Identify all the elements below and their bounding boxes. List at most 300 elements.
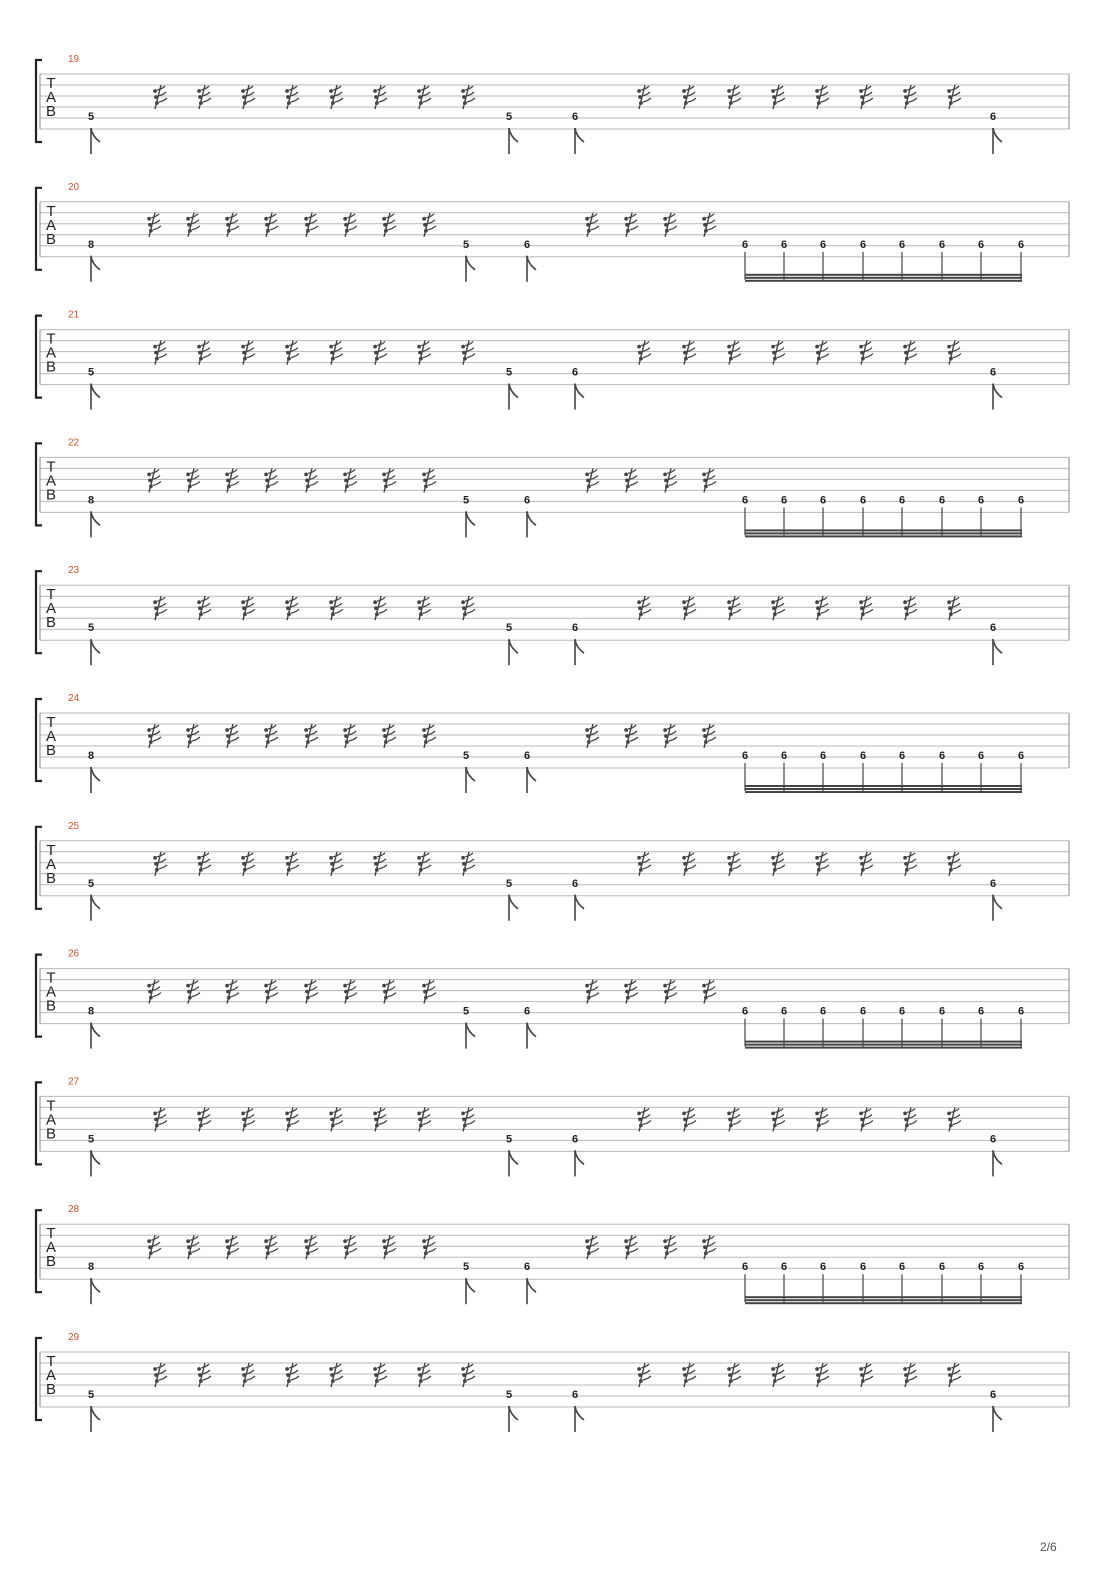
slash-dot <box>149 1251 153 1255</box>
slash-flag <box>777 98 785 102</box>
slash-dot <box>304 728 308 732</box>
note-flag <box>91 384 100 398</box>
fret-number: 6 <box>1017 238 1025 251</box>
fret-number: 6 <box>1017 750 1025 762</box>
slash-dot <box>859 345 863 349</box>
beam <box>745 1041 1022 1043</box>
slash-dot <box>860 606 864 610</box>
slash-dot <box>374 351 378 355</box>
slash-dot <box>305 223 309 227</box>
slash-flag <box>428 1248 436 1252</box>
slash-dot <box>374 862 378 866</box>
slash-dot <box>226 990 230 994</box>
fret-number: 5 <box>505 877 513 890</box>
tab-system <box>36 1332 1069 1432</box>
bar-number: 21 <box>68 309 80 321</box>
slash-dot <box>905 357 909 361</box>
note-flag <box>91 1278 100 1292</box>
slash-dot <box>665 229 669 233</box>
fret-number: 5 <box>462 1261 470 1274</box>
slash-flag <box>865 609 873 613</box>
tab-clef-letter: B <box>45 1381 57 1398</box>
slash-dot <box>727 89 731 93</box>
slash-flag <box>953 609 961 613</box>
fret-number: 6 <box>780 1005 788 1018</box>
fret-number: 6 <box>741 750 749 762</box>
fret-number: 6 <box>741 1261 749 1274</box>
slash-dot <box>729 1379 733 1383</box>
slash-dot <box>682 89 686 93</box>
slash-dot <box>154 351 158 355</box>
slash-dot <box>684 101 688 105</box>
slash-flag <box>865 98 873 102</box>
slash-dot <box>815 345 819 349</box>
slash-dot <box>423 990 427 994</box>
fret-number: 6 <box>819 238 827 251</box>
fret-number: 5 <box>87 1133 95 1146</box>
beam <box>745 529 1022 531</box>
slash-dot <box>149 229 153 233</box>
fret-number: 6 <box>977 1005 985 1018</box>
slash-flag <box>231 1248 239 1252</box>
note-flag <box>575 128 584 142</box>
slash-dot <box>815 856 819 860</box>
system-bracket <box>36 955 42 1037</box>
slash-dot <box>682 1112 686 1116</box>
fret-number: 6 <box>571 111 579 123</box>
slash-flag <box>192 1248 200 1252</box>
fret-number: 6 <box>898 1261 906 1274</box>
slash-dot <box>903 89 907 93</box>
slash-flag <box>643 1376 651 1380</box>
slash-dot <box>861 1124 865 1128</box>
slash-dot <box>904 351 908 355</box>
slash-dot <box>226 223 230 227</box>
slash-dot <box>241 89 245 93</box>
slash-dot <box>461 89 465 93</box>
slash-dot <box>585 473 589 477</box>
slash-dot <box>702 1239 706 1243</box>
note-flag <box>575 895 584 909</box>
slash-dot <box>417 600 421 604</box>
slash-dot <box>587 996 591 1000</box>
slash-dot <box>264 473 268 477</box>
note-flag <box>527 1278 536 1292</box>
slash-dot <box>241 1112 245 1116</box>
slash-dot <box>241 600 245 604</box>
slash-dot <box>816 862 820 866</box>
slash-flag <box>335 865 343 869</box>
slash-dot <box>859 1112 863 1116</box>
slash-dot <box>154 95 158 99</box>
slash-dot <box>423 479 427 483</box>
slash-dot <box>243 357 247 361</box>
slash-dot <box>728 351 732 355</box>
slash-dot <box>186 473 190 477</box>
slash-flag <box>630 481 638 485</box>
slash-dot <box>147 728 151 732</box>
slash-dot <box>626 996 630 1000</box>
bar-number: 19 <box>68 54 80 65</box>
slash-flag <box>159 609 167 613</box>
slash-dot <box>905 1124 909 1128</box>
slash-dot <box>345 996 349 1000</box>
slash-dot <box>149 740 153 744</box>
slash-dot <box>331 101 335 105</box>
slash-dot <box>704 996 708 1000</box>
slash-flag <box>865 865 873 869</box>
slash-dot <box>638 862 642 866</box>
slash-dot <box>225 1239 229 1243</box>
system-bracket <box>36 571 42 653</box>
slash-dot <box>373 89 377 93</box>
slash-dot <box>373 345 377 349</box>
slash-dot <box>947 1112 951 1116</box>
slash-dot <box>285 1112 289 1116</box>
slash-dot <box>463 1124 467 1128</box>
fret-number: 6 <box>989 1133 997 1146</box>
slash-dot <box>729 868 733 872</box>
slash-flag <box>688 354 696 358</box>
fret-number: 6 <box>1017 1261 1025 1274</box>
slash-dot <box>149 996 153 1000</box>
slash-flag <box>388 1248 396 1252</box>
slash-dot <box>422 217 426 221</box>
beam <box>745 532 1022 534</box>
slash-dot <box>286 95 290 99</box>
slash-flag <box>688 1376 696 1380</box>
slash-dot <box>343 1239 347 1243</box>
beam <box>745 1047 1022 1049</box>
slash-dot <box>373 1112 377 1116</box>
slash-dot <box>199 101 203 105</box>
slash-dot <box>329 856 333 860</box>
bar-number: 25 <box>68 820 80 832</box>
slash-dot <box>305 1245 309 1249</box>
slash-dot <box>285 345 289 349</box>
slash-flag <box>153 481 161 485</box>
slash-dot <box>265 223 269 227</box>
slash-flag <box>669 481 677 485</box>
slash-dot <box>948 1118 952 1122</box>
slash-dot <box>186 1239 190 1243</box>
fret-number: 6 <box>523 1005 531 1018</box>
slash-dot <box>625 990 629 994</box>
tab-system <box>36 949 1069 1049</box>
slash-flag <box>467 609 475 613</box>
slash-dot <box>187 1245 191 1249</box>
fret-number: 6 <box>523 238 531 251</box>
slash-dot <box>773 868 777 872</box>
slash-dot <box>242 95 246 99</box>
note-flag <box>91 767 100 781</box>
system-bracket <box>36 1338 42 1420</box>
slash-dot <box>704 1251 708 1255</box>
slash-dot <box>330 606 334 610</box>
slash-dot <box>306 1251 310 1255</box>
slash-dot <box>345 485 349 489</box>
slash-dot <box>424 229 428 233</box>
slash-flag <box>428 226 436 230</box>
slash-flag <box>467 865 475 869</box>
slash-dot <box>771 600 775 604</box>
slash-dot <box>663 728 667 732</box>
slash-dot <box>197 856 201 860</box>
fret-number: 6 <box>898 494 906 507</box>
fret-number: 6 <box>938 494 946 507</box>
slash-flag <box>708 1248 716 1252</box>
note-flag <box>91 1023 100 1037</box>
slash-dot <box>626 740 630 744</box>
slash-flag <box>349 1248 357 1252</box>
fret-number: 6 <box>819 1005 827 1018</box>
slash-dot <box>703 990 707 994</box>
slash-dot <box>815 89 819 93</box>
slash-dot <box>948 351 952 355</box>
slash-dot <box>682 856 686 860</box>
slash-flag <box>379 1376 387 1380</box>
tab-clef-letter: A <box>45 983 57 1001</box>
slash-dot <box>665 485 669 489</box>
slash-flag <box>865 354 873 358</box>
slash-dot <box>625 1245 629 1249</box>
slash-dot <box>626 1251 630 1255</box>
slash-dot <box>771 856 775 860</box>
slash-flag <box>203 354 211 358</box>
slash-flag <box>821 865 829 869</box>
slash-flag <box>192 226 200 230</box>
slash-dot <box>773 612 777 616</box>
slash-dot <box>154 1118 158 1122</box>
tab-clef-letter: B <box>45 486 57 504</box>
slash-dot <box>638 606 642 610</box>
slash-dot <box>287 868 291 872</box>
slash-flag <box>821 1120 829 1124</box>
slash-dot <box>197 1367 201 1371</box>
slash-flag <box>953 1376 961 1380</box>
slash-dot <box>374 1118 378 1122</box>
tab-clef-letter: B <box>45 1125 57 1143</box>
fret-number: 6 <box>571 1133 579 1146</box>
fret-number: 6 <box>571 1389 579 1401</box>
slash-flag <box>669 1248 677 1252</box>
slash-dot <box>343 728 347 732</box>
slash-dot <box>817 612 821 616</box>
slash-dot <box>905 101 909 105</box>
slash-dot <box>155 1379 159 1383</box>
slash-dot <box>461 600 465 604</box>
slash-flag <box>643 609 651 613</box>
slash-dot <box>861 357 865 361</box>
slash-dot <box>727 1367 731 1371</box>
slash-dot <box>773 357 777 361</box>
slash-dot <box>861 101 865 105</box>
slash-flag <box>423 865 431 869</box>
tab-clef-letter: A <box>45 855 57 873</box>
slash-dot <box>905 612 909 616</box>
slash-dot <box>287 612 291 616</box>
slash-dot <box>286 862 290 866</box>
slash-flag <box>231 993 239 997</box>
slash-flag <box>153 226 161 230</box>
note-flag <box>509 1150 518 1164</box>
slash-dot <box>225 728 229 732</box>
slash-dot <box>198 1118 202 1122</box>
fret-number: 6 <box>938 750 946 762</box>
slash-dot <box>861 612 865 616</box>
slash-dot <box>422 1239 426 1243</box>
slash-dot <box>638 351 642 355</box>
slash-dot <box>243 101 247 105</box>
slash-flag <box>310 481 318 485</box>
slash-dot <box>155 357 159 361</box>
fret-number: 6 <box>571 622 579 635</box>
slash-dot <box>682 1367 686 1371</box>
slash-dot <box>186 217 190 221</box>
fret-number: 6 <box>523 750 531 762</box>
slash-flag <box>423 1120 431 1124</box>
slash-flag <box>953 865 961 869</box>
slash-flag <box>777 354 785 358</box>
fret-number: 6 <box>819 750 827 762</box>
slash-dot <box>304 984 308 988</box>
slash-dot <box>375 868 379 872</box>
slash-dot <box>374 95 378 99</box>
slash-flag <box>423 609 431 613</box>
slash-flag <box>669 737 677 741</box>
slash-flag <box>777 609 785 613</box>
slash-flag <box>688 609 696 613</box>
slash-dot <box>383 1245 387 1249</box>
slash-dot <box>772 95 776 99</box>
bar-number: 22 <box>68 437 80 449</box>
slash-dot <box>637 600 641 604</box>
slash-dot <box>949 868 953 872</box>
slash-flag <box>335 609 343 613</box>
slash-flag <box>688 1120 696 1124</box>
slash-dot <box>199 1124 203 1128</box>
slash-flag <box>335 98 343 102</box>
fret-number: 6 <box>977 1261 985 1274</box>
slash-dot <box>153 600 157 604</box>
slash-dot <box>684 868 688 872</box>
slash-flag <box>733 98 741 102</box>
slash-dot <box>374 1373 378 1377</box>
tab-clef-letter: T <box>46 1097 56 1115</box>
slash-dot <box>186 984 190 988</box>
note-flag <box>993 128 1002 142</box>
slash-dot <box>148 479 152 483</box>
slash-dot <box>419 1379 423 1383</box>
slash-dot <box>860 1118 864 1122</box>
slash-dot <box>373 1367 377 1371</box>
slash-dot <box>423 223 427 227</box>
tab-system <box>36 437 1069 537</box>
slash-flag <box>153 993 161 997</box>
fret-number: 6 <box>523 1261 531 1274</box>
slash-dot <box>947 600 951 604</box>
fret-number: 5 <box>87 1389 95 1401</box>
fret-number: 6 <box>938 1005 946 1018</box>
note-flag <box>466 256 475 270</box>
slash-flag <box>669 993 677 997</box>
slash-dot <box>187 990 191 994</box>
slash-dot <box>264 217 268 221</box>
fret-number: 5 <box>505 366 513 379</box>
slash-dot <box>343 473 347 477</box>
slash-dot <box>266 229 270 233</box>
slash-dot <box>242 606 246 610</box>
slash-dot <box>462 606 466 610</box>
tab-system <box>36 54 1069 154</box>
slash-dot <box>155 101 159 105</box>
fret-number: 6 <box>780 238 788 251</box>
slash-flag <box>821 98 829 102</box>
slash-dot <box>188 1251 192 1255</box>
slash-dot <box>772 862 776 866</box>
fret-number: 6 <box>859 1261 867 1274</box>
slash-dot <box>419 612 423 616</box>
slash-dot <box>773 1379 777 1383</box>
slash-dot <box>637 856 641 860</box>
slash-dot <box>463 101 467 105</box>
slash-dot <box>330 862 334 866</box>
fret-number: 5 <box>462 494 470 507</box>
note-flag <box>91 1150 100 1164</box>
slash-dot <box>375 612 379 616</box>
slash-dot <box>586 223 590 227</box>
slash-dot <box>287 101 291 105</box>
slash-dot <box>586 734 590 738</box>
slash-dot <box>947 89 951 93</box>
slash-dot <box>148 990 152 994</box>
slash-flag <box>865 1376 873 1380</box>
tab-system <box>36 565 1069 665</box>
slash-dot <box>343 217 347 221</box>
slash-dot <box>463 357 467 361</box>
fret-number: 6 <box>859 494 867 507</box>
slash-dot <box>264 1239 268 1243</box>
slash-dot <box>384 996 388 1000</box>
slash-dot <box>331 357 335 361</box>
slash-dot <box>241 345 245 349</box>
slash-dot <box>153 1367 157 1371</box>
slash-flag <box>388 226 396 230</box>
slash-flag <box>953 354 961 358</box>
slash-dot <box>771 1367 775 1371</box>
slash-dot <box>624 217 628 221</box>
slash-flag <box>247 865 255 869</box>
slash-dot <box>265 990 269 994</box>
tab-clef-letter: T <box>46 330 56 348</box>
slash-dot <box>375 1124 379 1128</box>
slash-dot <box>729 357 733 361</box>
slash-dot <box>329 1112 333 1116</box>
tab-clef-letter: T <box>46 841 56 859</box>
slash-dot <box>638 1373 642 1377</box>
slash-dot <box>637 1112 641 1116</box>
slash-dot <box>771 1112 775 1116</box>
fret-number: 6 <box>989 1389 997 1401</box>
fret-number: 6 <box>859 1005 867 1018</box>
slash-flag <box>159 865 167 869</box>
slash-flag <box>708 481 716 485</box>
slash-dot <box>771 345 775 349</box>
slash-dot <box>330 1373 334 1377</box>
slash-dot <box>304 473 308 477</box>
fret-number: 8 <box>87 238 95 251</box>
tab-clef-letter: T <box>46 1225 56 1243</box>
